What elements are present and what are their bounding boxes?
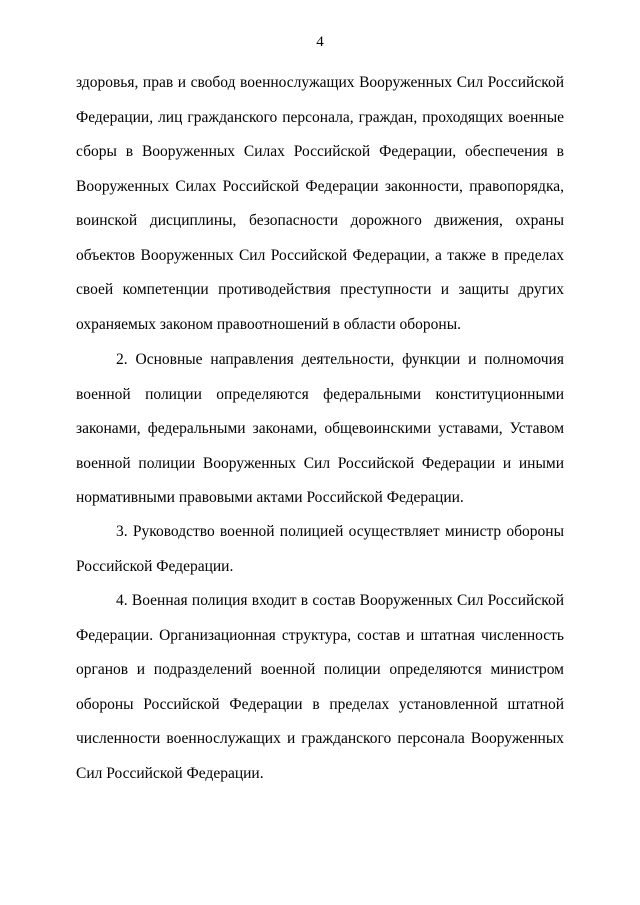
- paragraph-clause-3: [76, 515, 564, 584]
- text-line: объектов Вооруженных Сил Российской Федерации, а также в пределах: [76, 246, 564, 264]
- text-line: законами, федеральными законами, общевоинскими уставами, Уставом: [76, 420, 564, 437]
- text-line: Федерации, лиц гражданского персонала, граждан, проходящих военные: [76, 108, 564, 126]
- text-line: военной полиции определяются федеральными конституционными: [76, 385, 564, 403]
- paragraph-clause-4: [76, 584, 564, 791]
- text-line: здоровья, прав и свобод военнослужащих Вооруженных Сил Российской: [76, 74, 564, 91]
- text-line: военной полиции Вооруженных Сил Российской Федерации и иными: [76, 454, 564, 472]
- text-line: органов и подразделений военной полиции определяются министром: [76, 661, 564, 678]
- text-line: обороны Российской Федерации в пределах установленной штатной: [76, 695, 564, 713]
- text-line: Сил Российской Федерации.: [76, 764, 264, 782]
- text-line: 4. Военная полиция входит в состав Вооруженных Сил Российской: [116, 592, 564, 609]
- text-line: Вооруженных Силах Российской Федерации законности, правопорядка,: [76, 177, 564, 195]
- text-line: Российской Федерации.: [76, 557, 234, 575]
- text-line: 2. Основные направления деятельности, функции и полномочия: [116, 351, 564, 368]
- text-line: охраняемых законом правоотношений в области обороны.: [76, 315, 462, 333]
- text-line: сборы в Вооруженных Силах Российской Федерации, обеспечения в: [76, 143, 564, 160]
- paragraph-clause-2: [76, 343, 564, 516]
- text-line: воинской дисциплины, безопасности дорожного движения, охраны: [76, 212, 564, 229]
- text-line: Федерации. Организационная структура, состав и штатная численность: [76, 626, 564, 644]
- page-number: 4: [316, 34, 324, 50]
- text-line: своей компетенции противодействия преступности и защиты других: [76, 281, 564, 298]
- text-line: численности военнослужащих и гражданского персонала Вооруженных: [76, 730, 564, 747]
- text-line: нормативными правовыми актами Российской Федерации.: [76, 489, 464, 506]
- paragraph-continuation: [76, 66, 564, 342]
- text-line: 3. Руководство военной полицией осуществляет министр обороны: [116, 523, 564, 540]
